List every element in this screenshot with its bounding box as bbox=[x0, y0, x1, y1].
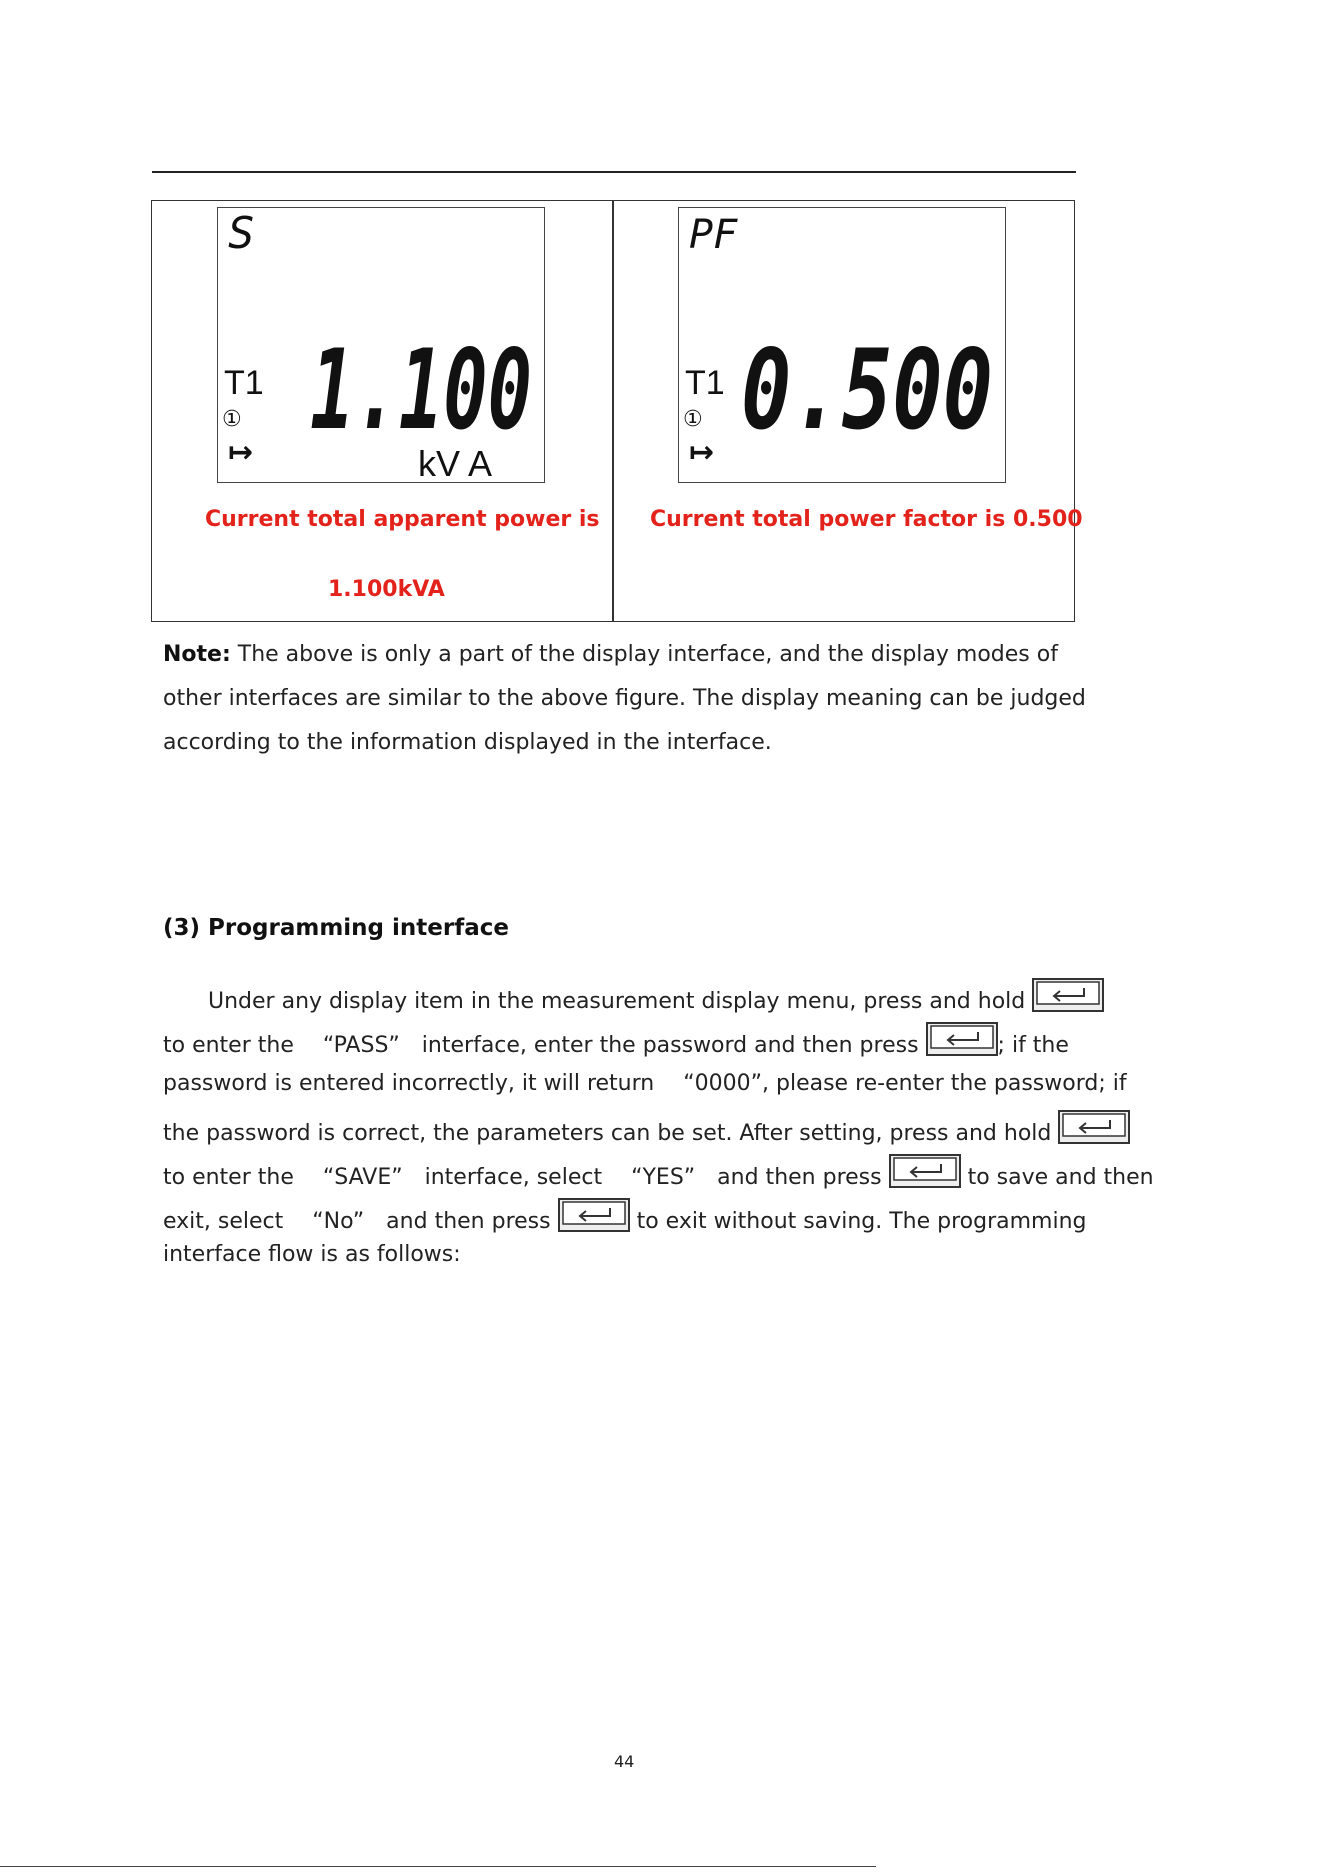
lcd-symbol: PF bbox=[689, 212, 738, 258]
body-text: Under any display item in the measurement display menu, press and hold bbox=[208, 989, 1026, 1014]
body-line-2 bbox=[163, 1022, 1069, 1059]
body-text: exit, select “No” and then press bbox=[163, 1209, 551, 1234]
enter-key-icon bbox=[1058, 1110, 1130, 1144]
enter-key-icon bbox=[558, 1198, 630, 1232]
body-text: to enter the “PASS” interface, enter the password and then press bbox=[163, 1033, 919, 1058]
body-text: ; if the bbox=[997, 1033, 1069, 1058]
header-rule bbox=[152, 171, 1076, 173]
tariff-indicator: T1 bbox=[685, 364, 725, 402]
enter-key-icon bbox=[926, 1022, 998, 1056]
lcd-unit: kV A bbox=[418, 443, 493, 484]
circled-one-icon: ① bbox=[683, 407, 703, 432]
tariff-indicator: T1 bbox=[224, 364, 264, 402]
note-label: Note: bbox=[163, 642, 231, 667]
body-line-1 bbox=[208, 978, 1104, 1014]
lcd-value: 1.100 bbox=[310, 326, 532, 454]
footer-rule bbox=[0, 1866, 876, 1867]
caption-apparent-power-line1: Current total apparent power is bbox=[205, 507, 600, 532]
body-line-4 bbox=[163, 1110, 1130, 1146]
note-text: The above is only a part of the display interface, and the display modes of other interfaces are similar to the above figure. The display meaning can be judged according to the information displayed in the interface. bbox=[163, 642, 1086, 755]
lcd-apparent-power-graphic bbox=[218, 208, 546, 484]
body-line-5 bbox=[163, 1154, 1154, 1191]
note-paragraph bbox=[163, 633, 1093, 765]
caption-apparent-power-line2: 1.100kVA bbox=[328, 577, 445, 602]
circled-one-icon: ① bbox=[222, 407, 242, 432]
page-number: 44 bbox=[614, 1752, 635, 1771]
lcd-symbol: S bbox=[228, 208, 255, 259]
lcd-power-factor bbox=[678, 207, 1006, 483]
body-text: to exit without saving. The programming bbox=[636, 1209, 1087, 1234]
caption-power-factor: Current total power factor is 0.500 bbox=[650, 507, 1083, 532]
section-title: (3) Programming interface bbox=[163, 915, 509, 941]
right-arrow-icon: ↦ bbox=[228, 435, 254, 470]
body-text: to enter the “SAVE” interface, select “YES” and then press bbox=[163, 1165, 882, 1190]
enter-key-icon bbox=[1032, 978, 1104, 1012]
body-text: the password is correct, the parameters can be set. After setting, press and hold bbox=[163, 1121, 1052, 1146]
body-text: to save and then bbox=[967, 1165, 1154, 1190]
lcd-apparent-power bbox=[217, 207, 545, 483]
table-divider bbox=[612, 201, 614, 621]
lcd-power-factor-graphic bbox=[679, 208, 1007, 484]
right-arrow-icon: ↦ bbox=[689, 435, 715, 470]
body-line-3: password is entered incorrectly, it will return “0000”, please re-enter the password; if bbox=[163, 1071, 1127, 1096]
enter-key-icon bbox=[889, 1154, 961, 1188]
lcd-value: 0.500 bbox=[741, 326, 993, 454]
body-line-6 bbox=[163, 1198, 1087, 1235]
body-line-7: interface flow is as follows: bbox=[163, 1242, 461, 1267]
